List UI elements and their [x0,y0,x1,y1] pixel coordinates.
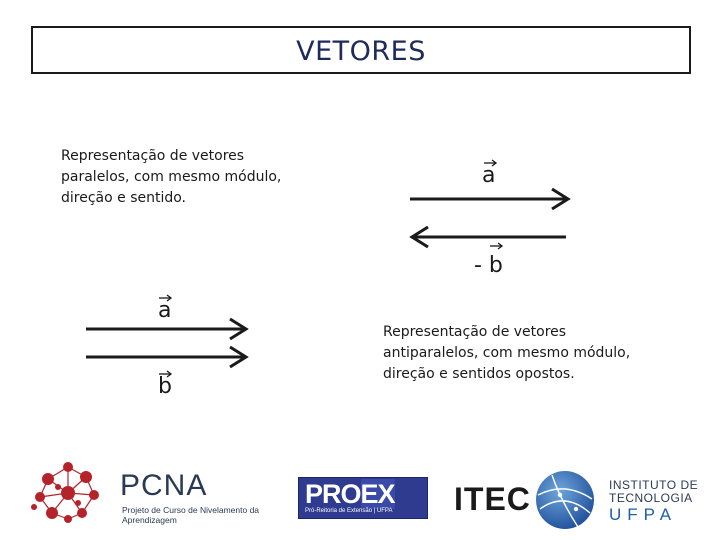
vector-a-right-arrow [410,189,568,209]
pcna-subtitle-line-2: Aprendizagem [122,515,177,525]
ufpa-line-instituto: INSTITUTO DE [609,478,699,492]
vector-label-a-left: a [158,298,172,323]
proex-logo [298,477,428,519]
antiparallel-caption-line-1: Representação de vetores [383,324,567,340]
vector-label-minus-b: - b [474,253,503,278]
pcna-title: PCNA [120,469,208,502]
ufpa-globe-icon [530,469,600,531]
proex-ex: EX [360,479,395,509]
vector-b-parallel-arrow [86,347,246,367]
pcna-subtitle [122,505,297,525]
proex-subtitle: Pró-Reitoria de Extensão | UFPA [305,508,393,514]
pcna-subtitle-line-1: Projeto de Curso de Nivelamento da [122,505,260,515]
parallel-caption-line-3: direção e sentido. [61,190,187,206]
pcna-logo [28,457,293,527]
ufpa-institute-text [609,479,719,525]
vector-label-b-left: b [158,374,172,399]
antiparallel-caption-line-3: direção e sentidos opostos. [383,366,575,382]
pcna-network-icon [28,457,108,527]
ufpa-line-tecnologia: TECNOLOGIA [609,491,693,505]
antiparallel-caption-line-2: antiparalelos, com mesmo módulo, [383,345,631,361]
proex-wordmark [305,479,395,510]
itec-logo-text: ITEC [454,481,531,517]
footer-logos [0,455,720,540]
vector-minus-b-left-arrow [412,227,566,247]
vector-label-a-top: a [482,163,496,188]
proex-pro: PRO [305,479,361,509]
parallel-caption-line-1: Representação de vetores [61,148,245,164]
label-minus-b-overarrow [490,243,502,249]
page-title: VETORES [296,35,426,67]
parallel-caption-line-2: paralelos, com mesmo módulo, [61,169,282,185]
ufpa-line-ufpa: UFPA [609,505,678,524]
